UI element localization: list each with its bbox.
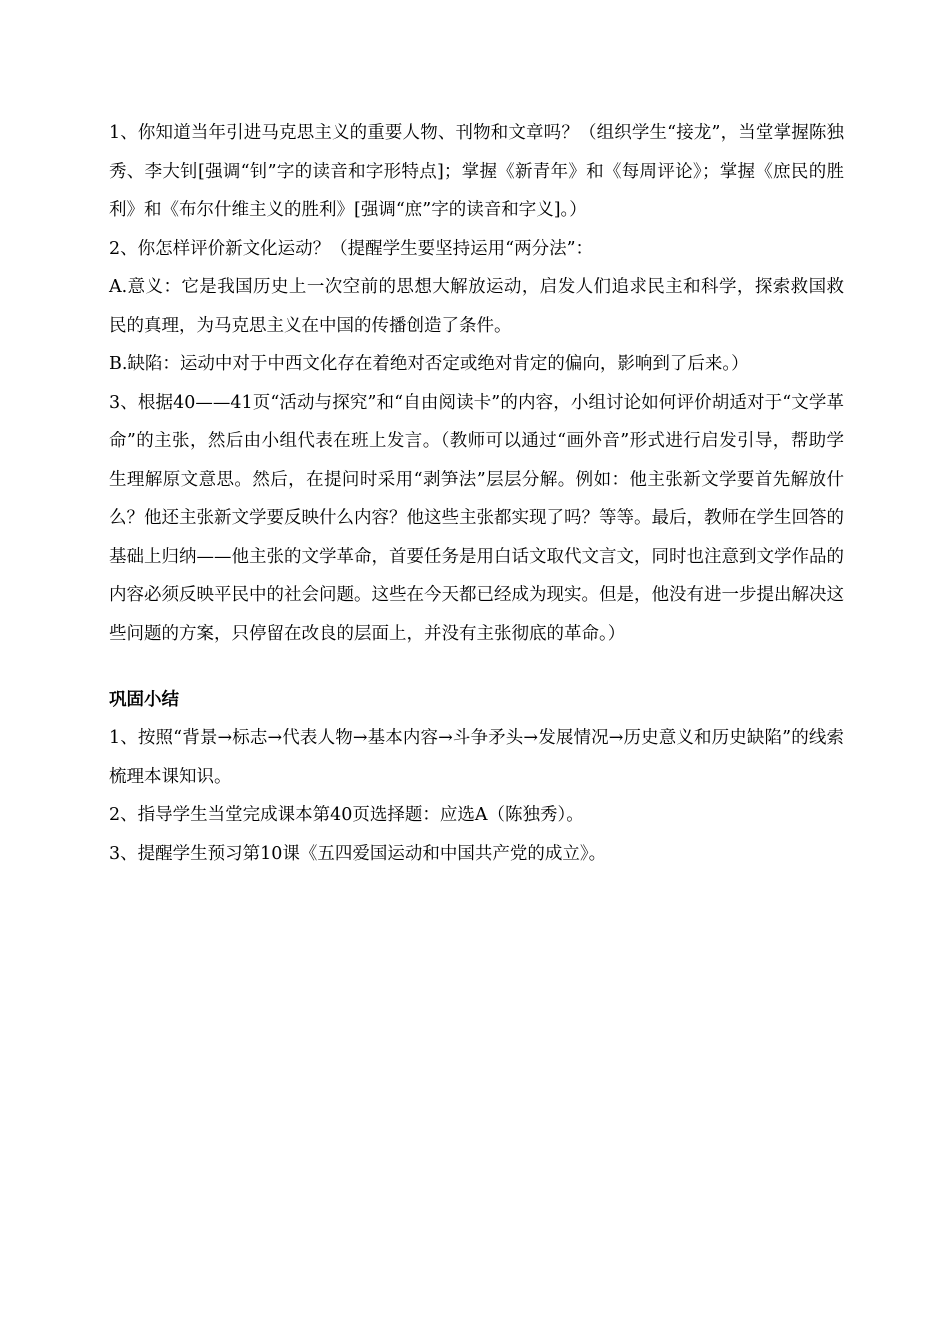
question-3-paragraph: 3、根据40——41页“活动与探究”和“自由阅读卡”的内容，小组讨论如何评价胡适对于“文学革命”的主张，然后由小组代表在班上发言。（教师可以通过“画外音”形式进行启发引导，帮助学生理解原文意思。然后，在提问时采用“剥笋法”层层分解。例如：他主张新文学要首先解放什么？他还主张新文学要反映什么内容？他这些主张都实现了吗？等等。最后，教师在学生回答的基础上归纳——他主张的文学革命，首要任务是用白话文取代文言文，同时也注意到文学作品的内容必须反映平民中的社会问题。这些在今天都已经成为现实。但是，他没有进一步提出解决这些问题的方案，只停留在改良的层面上，并没有主张彻底的革命。） <box>109 392 844 644</box>
section-spacer <box>109 653 844 681</box>
summary-item-1: 1、按照“背景→标志→代表人物→基本内容→斗争矛头→发展情况→历史意义和历史缺陷”的线索梳理本课知识。 <box>109 728 844 787</box>
question-2-paragraph: 2、你怎样评价新文化运动？（提醒学生要坚持运用“两分法”： <box>109 238 594 259</box>
significance-paragraph: A.意义：它是我国历史上一次空前的思想大解放运动，启发人们追求民主和科学，探索救国救民的真理，为马克思主义在中国的传播创造了条件。 <box>109 277 844 336</box>
defect-paragraph: B.缺陷：运动中对于中西文化存在着绝对否定或绝对肯定的偏向，影响到了后来。） <box>109 354 749 374</box>
document-body <box>109 114 844 873</box>
summary-item-3: 3、提醒学生预习第10课《五四爱国运动和中国共产党的成立》。 <box>109 843 607 864</box>
section-title: 巩固小结 <box>109 690 179 710</box>
summary-item-2: 2、指导学生当堂完成课本第40页选择题：应选A（陈独秀）。 <box>109 805 584 825</box>
question-1-paragraph: 1、你知道当年引进马克思主义的重要人物、刊物和文章吗？（组织学生“接龙”，当堂掌握陈独秀、李大钊[强调“钊”字的读音和字形特点]；掌握《新青年》和《每周评论》；掌握《庶民的胜利》和《布尔什维主义的胜利》[强调“庶”字的读音和字义]。） <box>109 123 844 220</box>
